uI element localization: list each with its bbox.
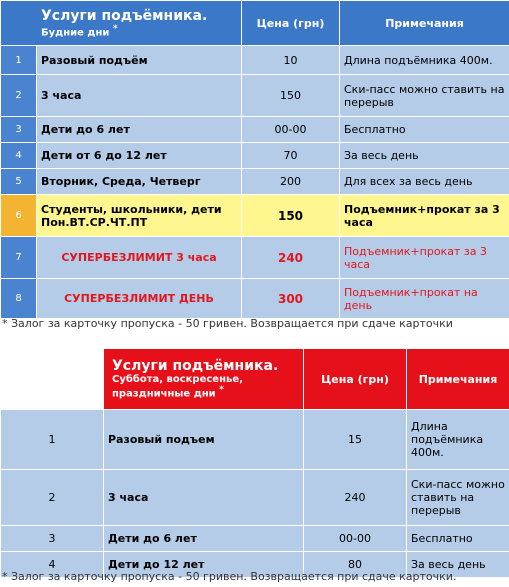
weekday-subtitle: Будние дни bbox=[41, 27, 110, 39]
table-row bbox=[1, 46, 509, 75]
weekend-col-note: Примечания bbox=[407, 349, 509, 410]
service-note: Бесплатно bbox=[407, 526, 509, 552]
table-row bbox=[1, 143, 509, 169]
service-price: 70 bbox=[242, 143, 340, 169]
service-note: Длина подъёмника 400м. bbox=[340, 46, 509, 75]
weekday-subtitle-wrap bbox=[5, 24, 237, 38]
service-price: 150 bbox=[242, 195, 340, 237]
weekend-subtitle: Суббота, воскресенье, праздничные дни bbox=[112, 374, 243, 400]
service-note: Длина подъёмника 400м. bbox=[407, 410, 509, 470]
service-name: Разовый подъём bbox=[37, 46, 242, 75]
service-price: 240 bbox=[242, 237, 340, 279]
service-price: 00-00 bbox=[304, 526, 407, 552]
weekend-col-price: Цена (грн) bbox=[304, 349, 407, 410]
row-number: 3 bbox=[1, 526, 104, 552]
weekday-footnote: * Залог за карточку пропуска - 50 гривен. Возвращается при сдаче карточки bbox=[2, 317, 453, 330]
service-note: Ски-пасс можно ставить на перерыв bbox=[340, 75, 509, 117]
weekend-footnote: * Залог за карточку пропуска - 50 гривен. Возвращается при сдаче карточки. bbox=[2, 570, 457, 583]
row-number: 1 bbox=[1, 410, 104, 470]
weekend-header-title-cell bbox=[104, 349, 304, 410]
weekday-header-row bbox=[1, 1, 509, 46]
table-row bbox=[1, 279, 509, 319]
weekend-price-table bbox=[0, 348, 509, 578]
table-row bbox=[1, 117, 509, 143]
table-row bbox=[1, 169, 509, 195]
service-note: Подъемник+прокат за 3 часа bbox=[340, 195, 509, 237]
table-row bbox=[1, 526, 509, 552]
service-price: 10 bbox=[242, 46, 340, 75]
service-name: Студенты, школьники, дети Пон.ВТ.СР.ЧТ.ПТ bbox=[37, 195, 242, 237]
service-name: Дети до 6 лет bbox=[37, 117, 242, 143]
row-number: 4 bbox=[1, 552, 104, 578]
row-number: 8 bbox=[1, 279, 37, 319]
weekend-header-blank bbox=[1, 349, 104, 410]
row-number: 7 bbox=[1, 237, 37, 279]
weekend-title: Услуги подъёмника. bbox=[112, 358, 279, 375]
weekend-asterisk: * bbox=[219, 385, 224, 396]
service-name: СУПЕРБЕЗЛИМИТ ДЕНЬ bbox=[37, 279, 242, 319]
service-note: Подъемник+прокат за 3 часа bbox=[340, 237, 509, 279]
row-number: 3 bbox=[1, 117, 37, 143]
row-number: 2 bbox=[1, 75, 37, 117]
table-row bbox=[1, 75, 509, 117]
service-price: 150 bbox=[242, 75, 340, 117]
service-name: Разовый подъем bbox=[104, 410, 304, 470]
service-price: 300 bbox=[242, 279, 340, 319]
service-price: 200 bbox=[242, 169, 340, 195]
service-note: Ски-пасс можно ставить на перерыв bbox=[407, 470, 509, 526]
service-name: Дети от 6 до 12 лет bbox=[37, 143, 242, 169]
service-name: СУПЕРБЕЗЛИМИТ 3 часа bbox=[37, 237, 242, 279]
row-number: 2 bbox=[1, 470, 104, 526]
weekday-header-title-cell bbox=[1, 1, 242, 46]
service-note: За весь день bbox=[407, 552, 509, 578]
row-number: 1 bbox=[1, 46, 37, 75]
service-note: За весь день bbox=[340, 143, 509, 169]
service-name: Дети до 12 лет bbox=[104, 552, 304, 578]
service-name: Дети до 6 лет bbox=[104, 526, 304, 552]
service-name: Вторник, Среда, Четверг bbox=[37, 169, 242, 195]
weekday-title: Услуги подъёмника. bbox=[41, 7, 208, 24]
row-number: 5 bbox=[1, 169, 37, 195]
table-row-highlighted bbox=[1, 195, 509, 237]
row-number: 6 bbox=[1, 195, 37, 237]
service-note: Бесплатно bbox=[340, 117, 509, 143]
service-name: 3 часа bbox=[37, 75, 242, 117]
weekday-asterisk: * bbox=[112, 23, 118, 34]
weekday-col-note: Примечания bbox=[340, 1, 509, 46]
service-price: 00-00 bbox=[242, 117, 340, 143]
row-number: 4 bbox=[1, 143, 37, 169]
service-name: 3 часа bbox=[104, 470, 304, 526]
weekday-col-price: Цена (грн) bbox=[242, 1, 340, 46]
table-row bbox=[1, 470, 509, 526]
service-price: 15 bbox=[304, 410, 407, 470]
weekend-header-row bbox=[1, 349, 509, 410]
table-row bbox=[1, 237, 509, 279]
service-note: Подъемник+прокат на день bbox=[340, 279, 509, 319]
service-price: 80 bbox=[304, 552, 407, 578]
weekend-subtitle-wrap bbox=[108, 374, 299, 399]
service-price: 240 bbox=[304, 470, 407, 526]
service-note: Для всех за весь день bbox=[340, 169, 509, 195]
table-row bbox=[1, 410, 509, 470]
